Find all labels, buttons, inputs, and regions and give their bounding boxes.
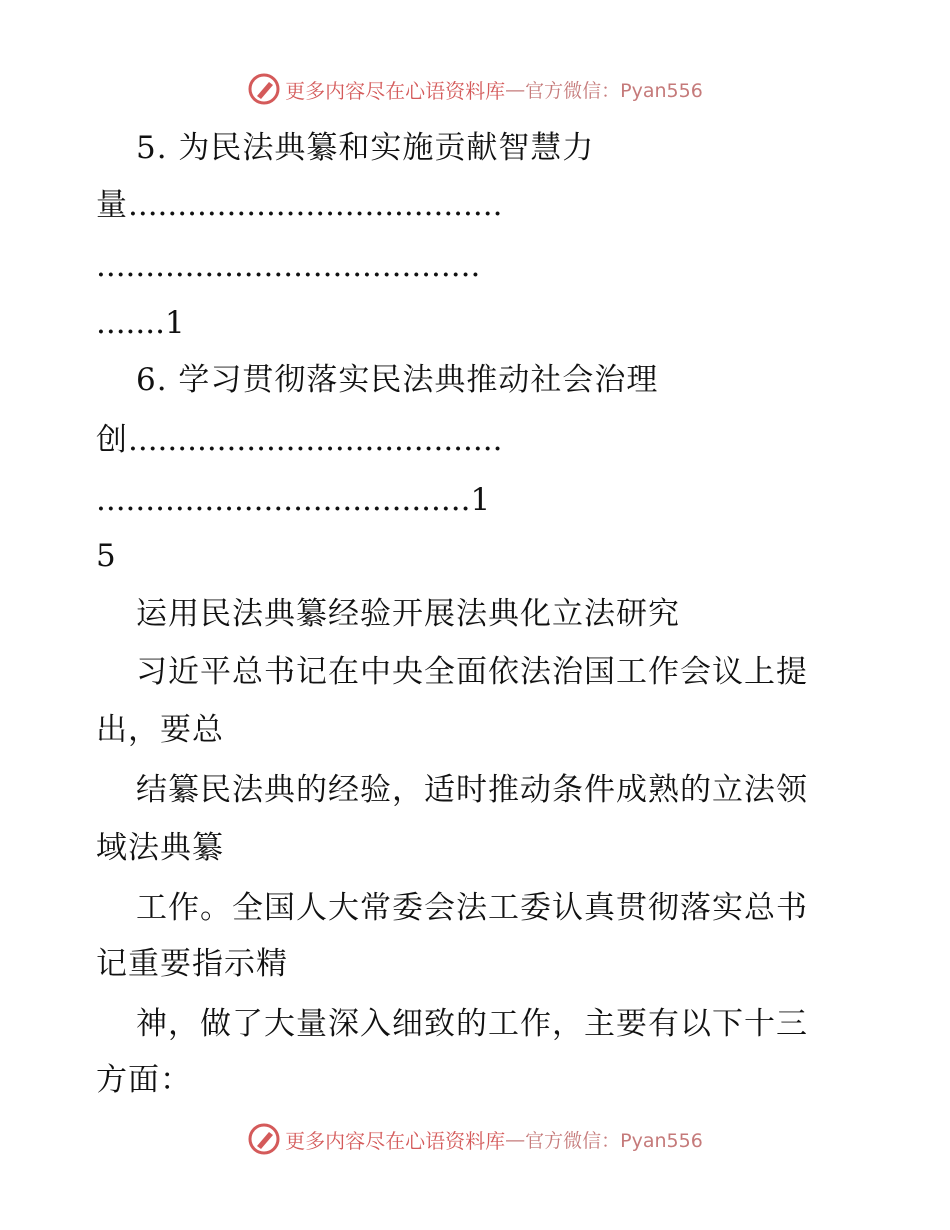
watermark-text: 更多内容尽在心语资料库 — [285, 78, 506, 103]
watermark-wechat: 官方微信：Pyan556 — [525, 1129, 703, 1152]
toc-item-6-dots: ...................................... — [128, 422, 503, 458]
body-line-5: 工作。全国人大常委会法工委认真贯彻落实总书 — [136, 890, 808, 926]
watermark-header — [0, 72, 950, 106]
body-line-6: 记重要指示精 — [96, 946, 288, 982]
pen-logo-icon — [247, 72, 281, 106]
watermark-text: 更多内容尽在心语资料库 — [285, 1128, 506, 1153]
toc-item-5-line-3 — [96, 303, 186, 343]
toc-item-6-line-1 — [96, 420, 502, 460]
toc-item-6-title: 6. 学习贯彻落实民法典推动社会治理 — [136, 362, 659, 398]
toc-item-6-dots-2: ......................................1 — [96, 482, 491, 518]
section-heading: 运用民法典纂经验开展法典化立法研究 — [136, 596, 680, 632]
pen-logo-icon — [247, 1122, 281, 1156]
body-line-1: 习近平总书记在中央全面依法治国工作会议上提 — [136, 654, 808, 690]
watermark-separator: — — [505, 77, 526, 101]
toc-item-6-page-tail: 5 — [96, 538, 117, 574]
toc-item-5-title: 5. 为民法典纂和实施贡献智慧力 — [136, 130, 595, 166]
body-line-7: 神，做了大量深入细致的工作，主要有以下十三 — [136, 1006, 808, 1042]
body-line-3: 结纂民法典的经验，适时推动条件成熟的立法领 — [136, 772, 808, 808]
toc-item-5-dots-3: ....... — [96, 305, 165, 341]
toc-item-5-dots-2: ....................................... — [96, 248, 481, 284]
toc-item-6-cont: 创 — [96, 422, 128, 458]
body-line-8: 方面： — [96, 1062, 192, 1098]
toc-item-5-dots: ...................................... — [128, 187, 503, 223]
toc-item-5-page: 1 — [164, 305, 186, 341]
body-line-4: 域法典纂 — [96, 830, 224, 866]
watermark-wechat: 官方微信：Pyan556 — [525, 79, 703, 102]
toc-item-5-cont: 量 — [96, 187, 128, 223]
body-line-2: 出，要总 — [96, 712, 224, 748]
watermark-footer — [0, 1122, 950, 1156]
toc-item-5-line-1 — [96, 185, 502, 225]
watermark-separator: — — [505, 1127, 526, 1151]
